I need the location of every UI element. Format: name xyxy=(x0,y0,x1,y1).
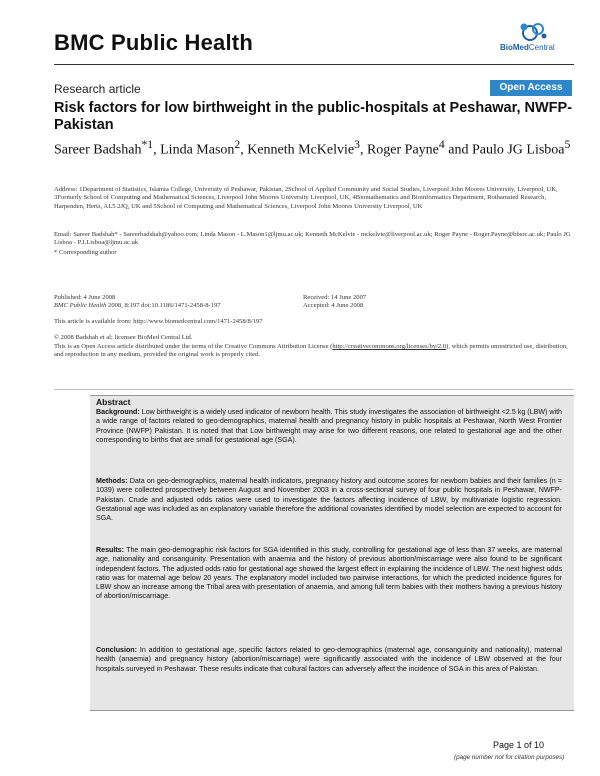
license-post: ), which permits unrestricted use, distribution, and reproduction in any medium, provided the original work is properly cited. xyxy=(54,343,568,359)
conclusion-text: In addition to gestational age, specific factors related to geo-demographics (maternal age, consanguinity and nationality), maternal health (anaemia) and pregnancy history (abortion/miscarriage) were significantly associated with the incidence of LBW observed at the four hospitals surveyed in Peshawar. These results indicate that cultural factors can adversely affect the incidence of SGA in this area of Pakistan. xyxy=(96,646,562,673)
biomed-central-logo[interactable] xyxy=(500,21,570,55)
results-label: Results: xyxy=(96,546,124,554)
received-accepted xyxy=(303,294,503,311)
biomed-central-logo-icon xyxy=(500,21,570,43)
background-label: Background: xyxy=(96,408,140,416)
background-text: Low birthweight is a widely used indicator of newborn health. This study investigates the association of birthweight <2.5 kg (LBW) with a wide range of factors related to geo-demographics, maternal health and pregnancy history in public hospitals at Peshawar, North West Frontier Province (NWFP) Pakistan. It is noted that that Low birthweight may arise for two different reasons, one related to gestational age and the other corresponding to births that are small for gestational age (SGA). xyxy=(96,408,562,444)
citation-details: 2008, 8:197 doi:10.1186/1471-2458-8-197 xyxy=(106,302,221,310)
abstract-conclusion xyxy=(96,646,562,674)
abstract-heading: Abstract xyxy=(96,397,131,407)
logo-text-biomed: BioMed xyxy=(500,43,529,52)
accepted-date: Accepted: 4 June 2008 xyxy=(303,302,364,310)
abstract-results xyxy=(96,546,562,602)
results-text: The main geo-demographic risk factors for SGA identified in this study, controlling for gestational age of less than 37 weeks, are maternal age, nationality and consanguinity. Presentation with anaemia and the history of previous abortion/miscarriage were also found to be significant independent factors. The adjusted odds ratio for gestational age showed the largest effect in explaining the incidence of LBW. The next highest odds ratio was for maternal age below 20 years. The explanatory model included two pairwise interactions, for which the predicted incidence figures for LBW show an increase among the Tribal area with presentation of anaemia, and among full term babies with their mothers having a previous history of abortion/miscarriage. xyxy=(96,546,562,601)
received-date: Received: 14 June 2007 xyxy=(303,294,367,301)
citation-journal: BMC Public Health xyxy=(54,302,107,310)
journal-title: BMC Public Health xyxy=(54,30,253,55)
page-number: Page 1 of 10 xyxy=(493,740,545,750)
open-access-badge: Open Access xyxy=(490,80,572,96)
article-type: Research article xyxy=(54,82,141,96)
license-text xyxy=(54,343,574,360)
published-date: Published: 4 June 2008 xyxy=(54,294,116,301)
corresponding-author-note: * Corresponding author xyxy=(54,249,117,256)
section-divider xyxy=(54,389,574,390)
license-pre: This is an Open Access article distributed under the terms of the Creative Commons Attribution License ( xyxy=(54,343,333,350)
citation xyxy=(54,302,304,310)
logo-text-central: Central xyxy=(528,43,555,52)
page-number-note: (page number not for citation purposes) xyxy=(454,754,565,761)
methods-text: Data on geo-demographics, maternal health indicators, pregnancy history and outcome scores for newborn babies and their families (n = 1039) were collected prospectively between August and November 2003 in a cross-sectional survey of four public hospitals in Peshawar, NWFP-Pakistan. Crude and adjusted odds ratios were used to investigate the factors affecting incidence of LBW, by multivariate logistic regression. Gestational age was included as an explanatory variable therefore the additional covariates identified by model selection are expected to account for SGA. xyxy=(96,477,562,523)
copyright-notice: © 2008 Badshah et al; licensee BioMed Central Ltd. xyxy=(54,334,193,341)
header-divider xyxy=(54,64,574,65)
author-list: Sareer Badshah$^{*1}$, Linda Mason$^2$, Kenneth McKelvie$^3$, Roger Payne$^4$ and Paulo JG Lisboa$^5$ xyxy=(54,138,571,158)
article-title: Risk factors for low birthweight in the public-hospitals at Peshawar, NWFP-Pakistan xyxy=(54,100,573,133)
availability-link[interactable]: This article is available from: http://www.biomedcentral.com/1471-2458/8/197 xyxy=(54,318,263,325)
methods-label: Methods: xyxy=(96,477,128,485)
conclusion-label: Conclusion: xyxy=(96,646,137,654)
publication-info xyxy=(54,294,304,311)
author-emails: Email: Sareer Badshah* - Sareerbadshah@yahoo.com; Linda Mason - L.Mason1@ljmu.ac.uk; Kenneth McKelvie - mckelvie@liverpool.ac.uk; Roger Payne - Roger.Payne@bbsrc.ac.uk; Paulo JG Lisboa - P.J.Lisboa@ljmu.ac.uk xyxy=(54,231,571,247)
license-link[interactable]: http://creativecommons.org/licenses/by/2.0 xyxy=(332,343,447,350)
abstract-methods xyxy=(96,477,562,523)
affiliations: Address: 1Department of Statistics, Islamia College, University of Peshawar, Pakistan, 2School of Applied Community and Social Studies, Liverpool John Moores University, Liverpool, UK, 3Formerly School of Computing and Mathematical Sciences, Liverpool John Moores University Liverpool, UK, 4Biomathematics and Bioinformatics Department, Rothamsted Research, Harpenden, Herts, AL5 2JQ, UK and 5School of Computing and Mathematical Sciences, Liverpool John Moores University Liverpool, UK xyxy=(54,186,558,210)
abstract-background xyxy=(96,408,562,445)
